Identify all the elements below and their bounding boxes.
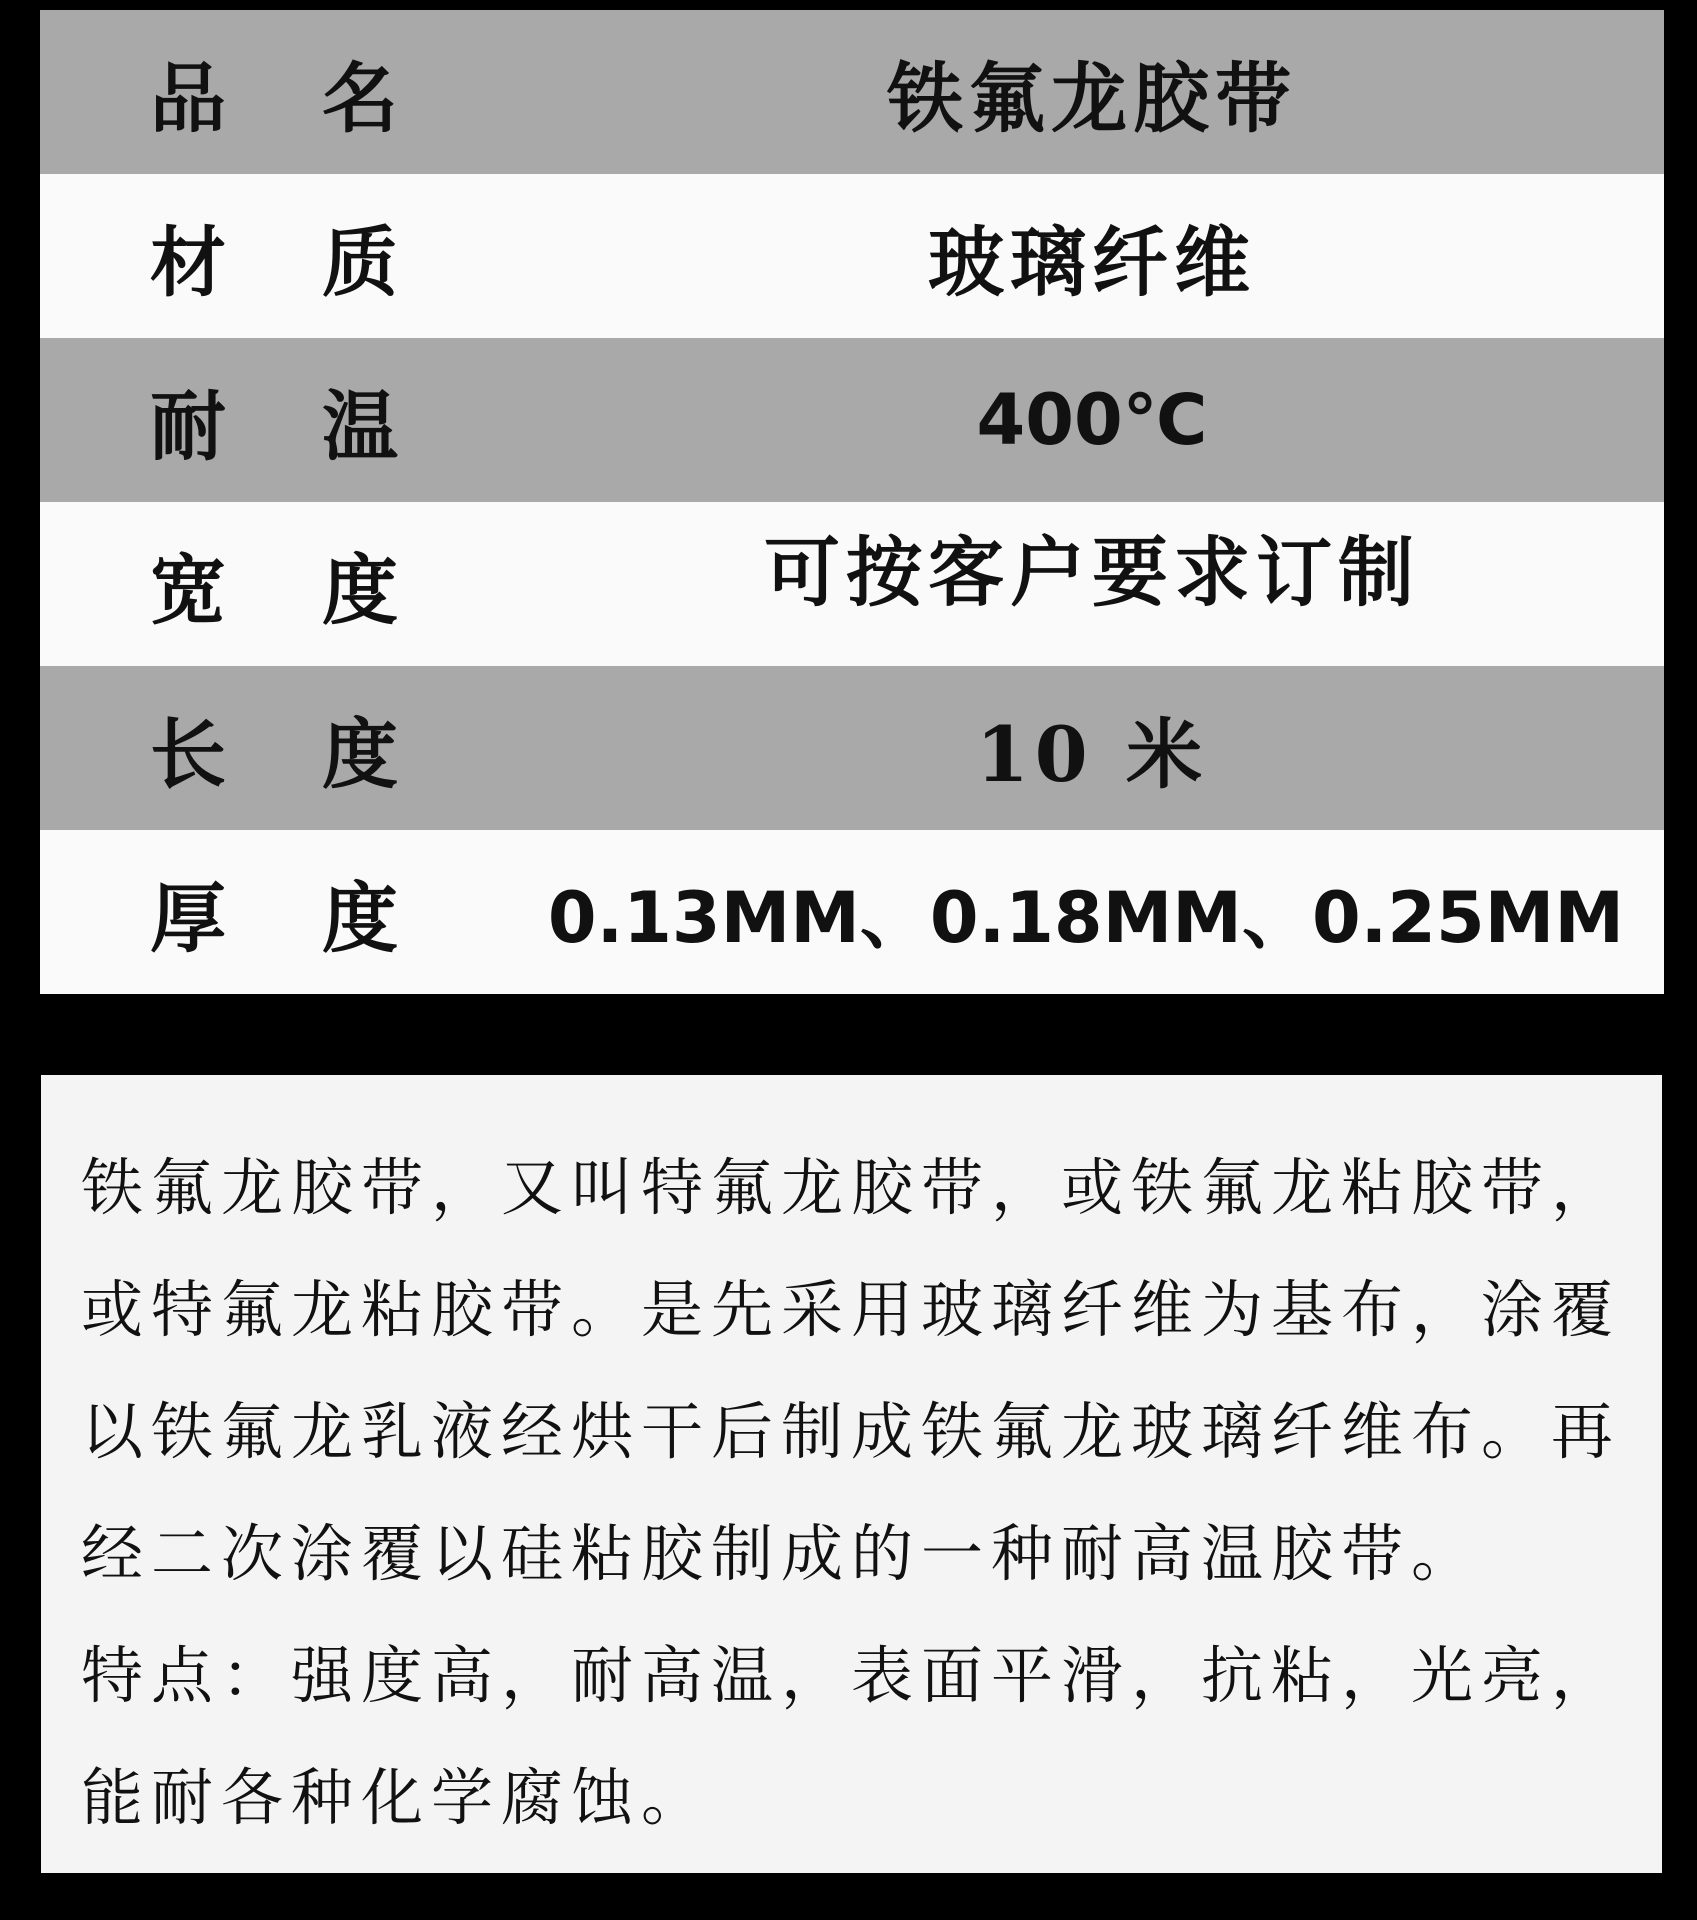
spec-row-thickness — [40, 830, 1664, 994]
spec-value: 10 米 — [975, 709, 1209, 799]
description-paragraph: 铁氟龙胶带，又叫特氟龙胶带，或铁氟龙粘胶带，或特氟龙粘胶带。是先采用玻璃纤维为基布，涂覆以铁氟龙乳液经烘干后制成铁氟龙玻璃纤维布。再经二次涂覆以硅粘胶制成的一种耐高温胶带。 — [81, 1151, 1622, 1590]
spec-label: 耐温 — [150, 381, 494, 471]
spec-value: 0.13MM、0.18MM、0.25MM — [547, 876, 1624, 959]
spec-row-material — [40, 174, 1664, 338]
spec-value: 400℃ — [976, 379, 1208, 461]
spec-label: 品名 — [150, 53, 494, 143]
features-paragraph: 特点：强度高，耐高温，表面平滑，抗粘，光亮，能耐各种化学腐蚀。 — [81, 1639, 1622, 1834]
spec-label: 厚度 — [150, 873, 494, 963]
spec-value: 可按客户要求订制 — [764, 527, 1420, 617]
spec-label: 宽度 — [150, 545, 494, 635]
spec-value: 铁氟龙胶带 — [887, 53, 1297, 143]
spec-label: 长度 — [150, 709, 494, 799]
spec-table — [40, 10, 1664, 994]
spec-row-width — [40, 502, 1664, 666]
spec-row-name — [40, 10, 1664, 174]
spec-row-temperature — [40, 338, 1664, 502]
spec-row-length — [40, 666, 1664, 830]
description-box — [41, 1075, 1662, 1873]
spec-label: 材质 — [150, 217, 494, 307]
spec-value: 玻璃纤维 — [928, 217, 1256, 307]
